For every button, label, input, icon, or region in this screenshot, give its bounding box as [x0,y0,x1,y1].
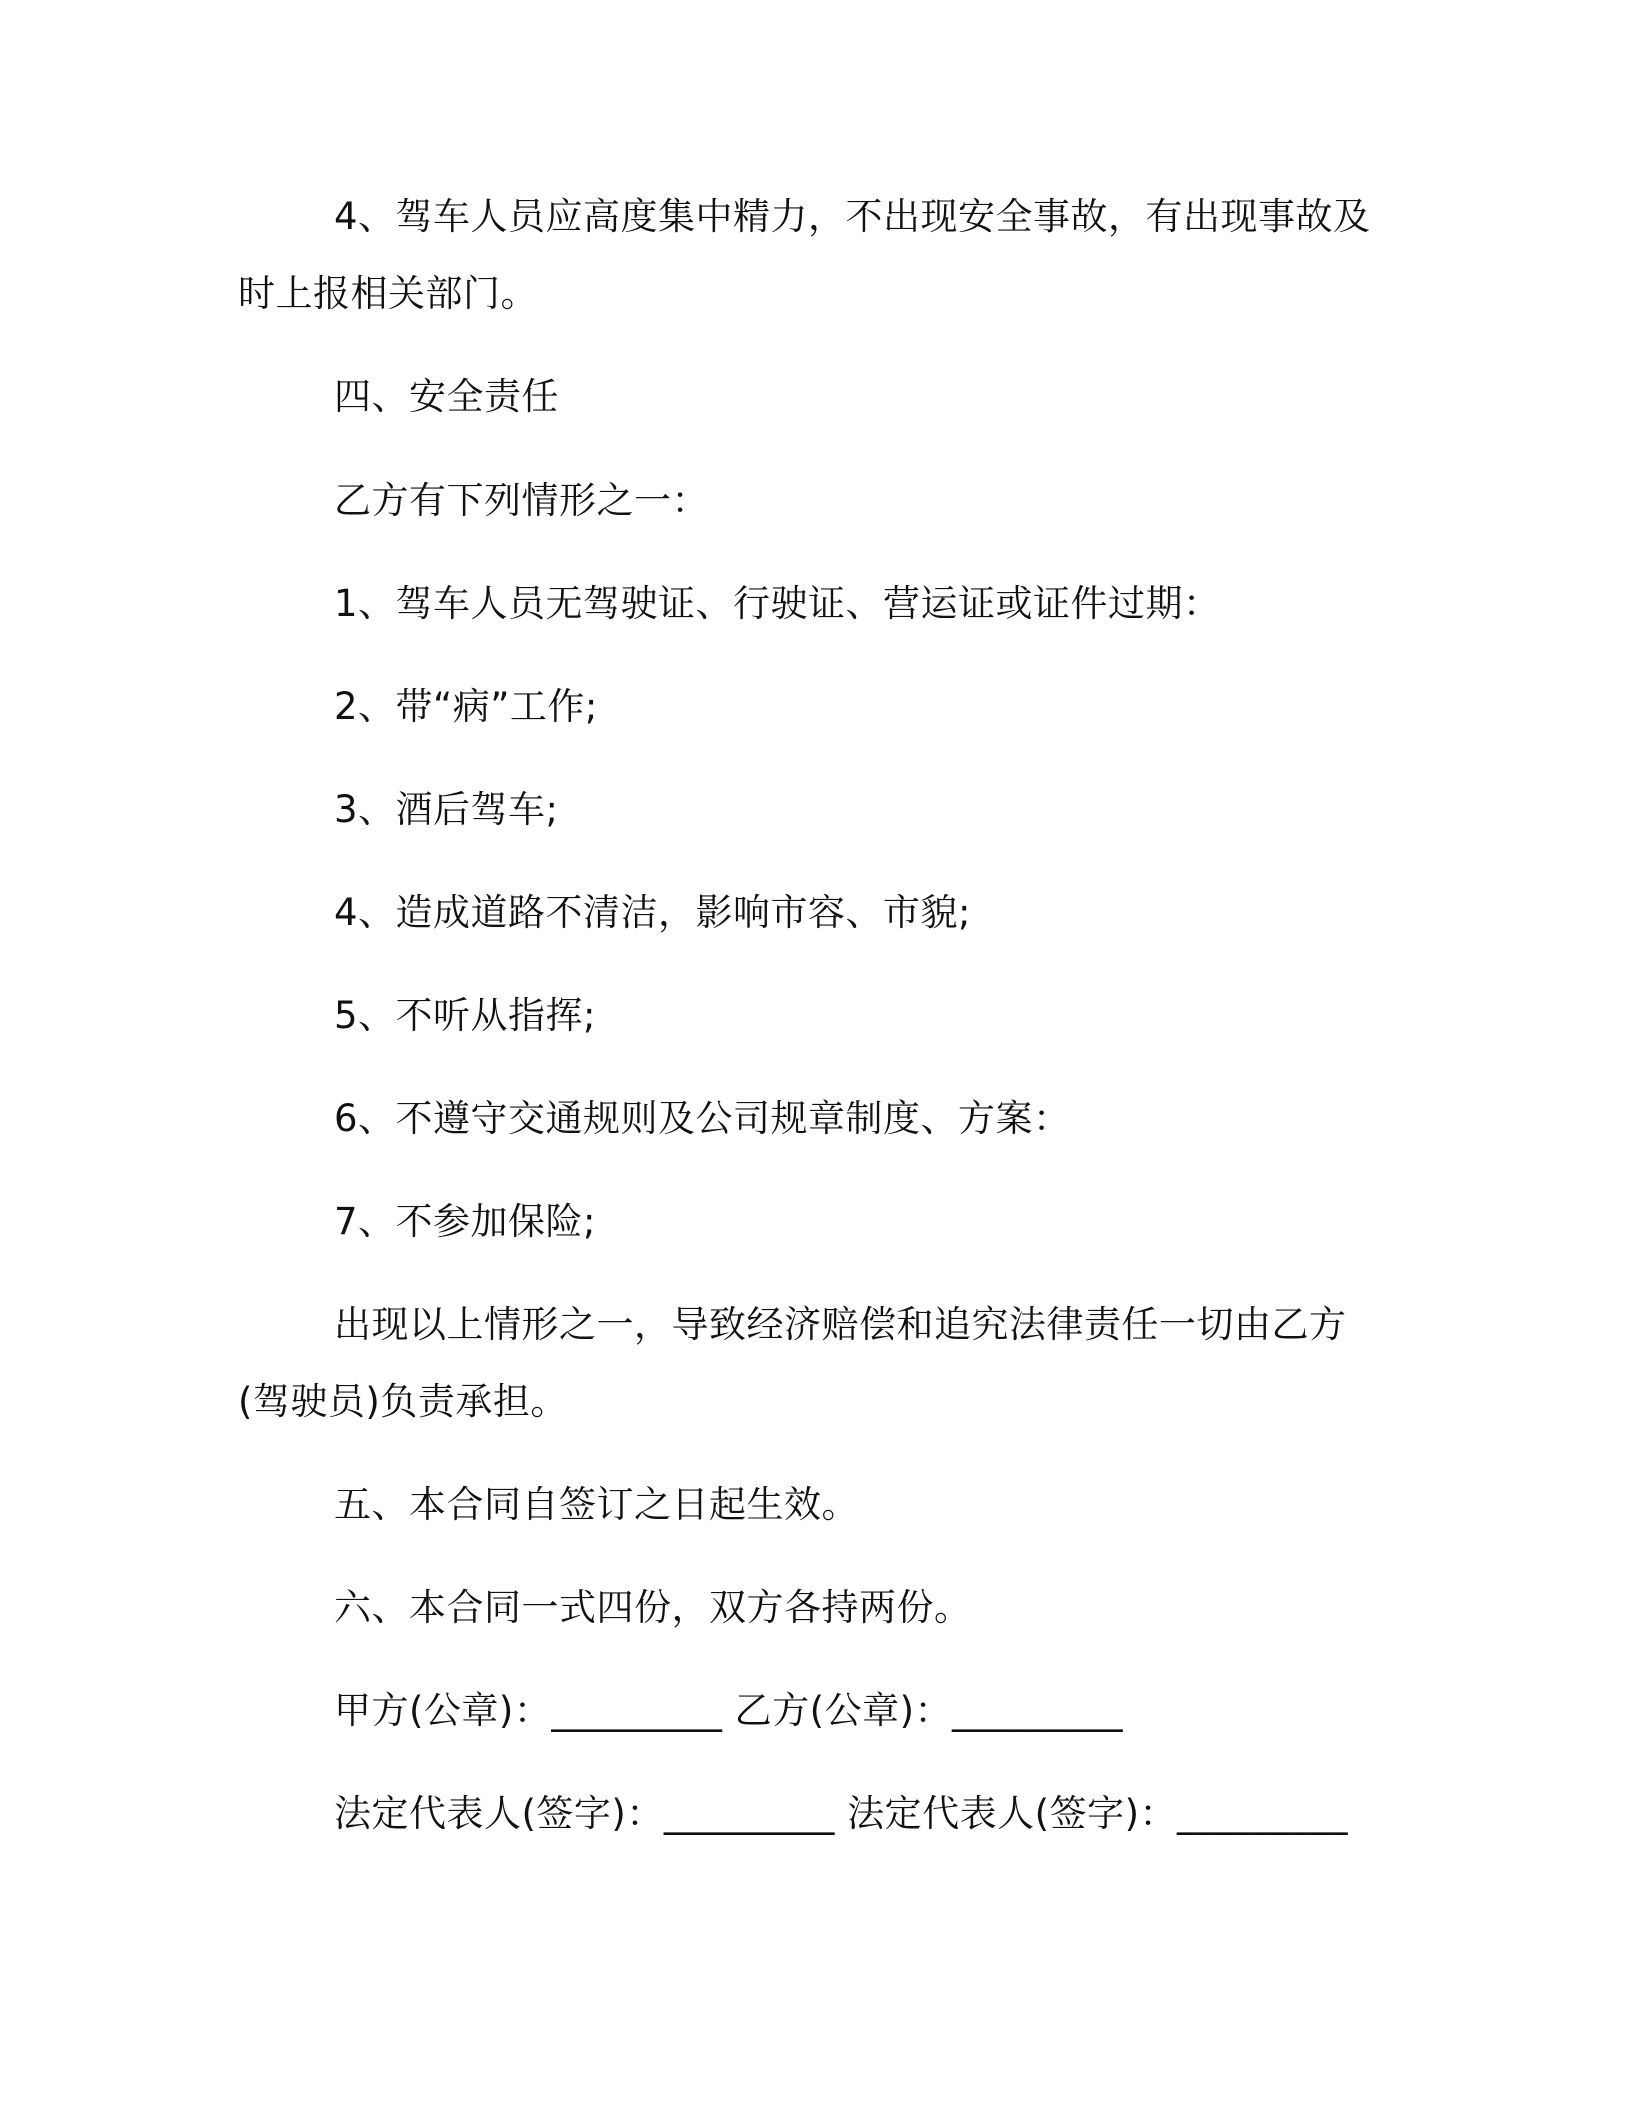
conditions-intro: 乙方有下列情形之一： [334,479,709,522]
condition-item-1: 1、驾车人员无驾驶证、行驶证、营运证或证件过期： [334,582,1221,625]
condition-item-5: 5、不听从指挥; [334,994,597,1037]
section-effective-date: 五、本合同自签订之日起生效。 [334,1483,859,1526]
liability-paragraph-line-2: (驾驶员)负责承担。 [238,1380,568,1423]
condition-item-3: 3、酒后驾车; [334,788,559,831]
condition-item-2: 2、带“病”工作; [334,685,598,728]
condition-item-6: 6、不遵守交通规则及公司规章制度、方案： [334,1097,1071,1140]
clause-4-line-1: 4、驾车人员应高度集中精力，不出现安全事故，有出现事故及 [334,195,1371,238]
condition-item-4: 4、造成道路不清洁，影响市容、市貌; [334,891,972,934]
condition-item-7: 7、不参加保险; [334,1200,597,1243]
signature-representative-line: 法定代表人(签字)：_________ 法定代表人(签字)：_________ [334,1792,1349,1835]
section-copies: 六、本合同一式四份，双方各持两份。 [334,1586,972,1629]
liability-paragraph-line-1: 出现以上情形之一，导致经济赔偿和追究法律责任一切由乙方 [334,1303,1347,1346]
section-heading-safety-responsibility: 四、安全责任 [334,375,559,418]
clause-4-line-2: 时上报相关部门。 [238,272,538,315]
signature-seal-line: 甲方(公章)：_________ 乙方(公章)：_________ [334,1689,1124,1732]
